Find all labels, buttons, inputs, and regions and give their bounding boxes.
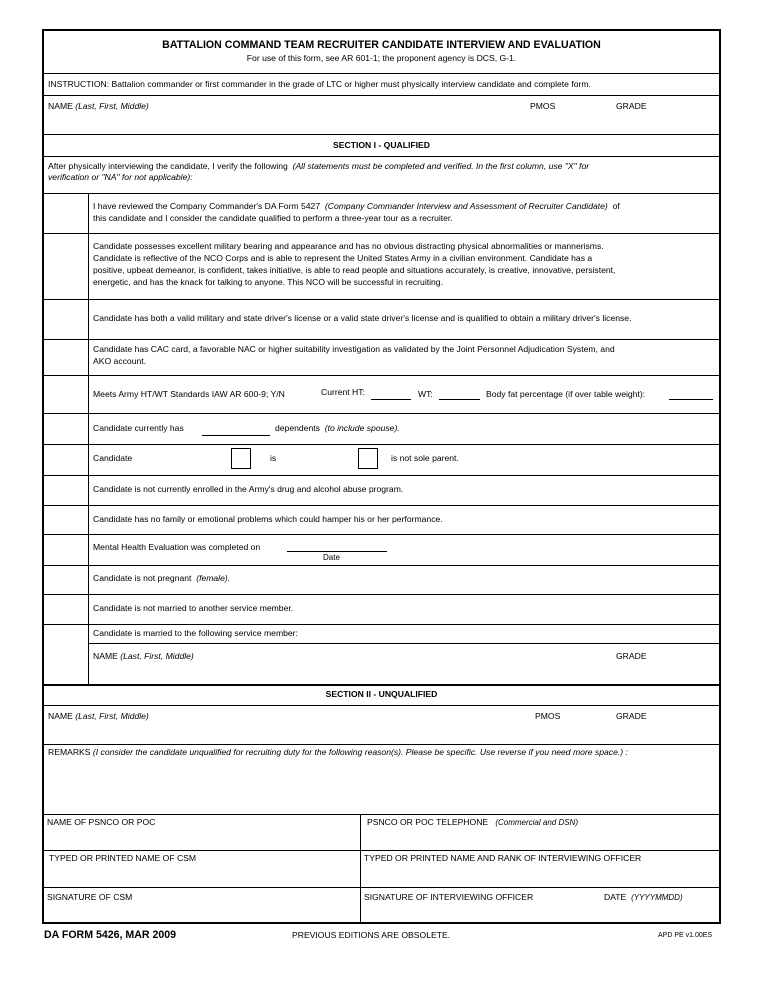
item12-text: Candidate is not married to another service member. bbox=[93, 603, 294, 613]
is-sole-parent-checkbox[interactable] bbox=[231, 448, 251, 469]
verify-cell-10[interactable] bbox=[44, 536, 87, 563]
verify-cell-2[interactable] bbox=[44, 235, 87, 297]
item3-text: Candidate has both a valid military and state driver's license or a valid state driver's license and is qualified to obtain a military driver's license. bbox=[93, 313, 632, 323]
spouse-grade-label: GRADE bbox=[616, 651, 647, 661]
item7-text-a: Candidate bbox=[93, 453, 133, 463]
item11-text: Candidate is not pregnant (female). bbox=[93, 573, 231, 583]
section2-grade-label: GRADE bbox=[616, 711, 647, 721]
name-label: NAME (Last, First, Middle) bbox=[48, 101, 149, 111]
verify-cell-6[interactable] bbox=[44, 415, 87, 442]
spouse-name-label: NAME (Last, First, Middle) bbox=[93, 651, 194, 661]
spouse-name-input[interactable] bbox=[90, 663, 719, 682]
item5-ht-label: Current HT: bbox=[321, 387, 365, 397]
pmos-label: PMOS bbox=[530, 101, 556, 111]
item10-text: Mental Health Evaluation was completed on bbox=[93, 542, 261, 552]
item2-line2: Candidate is reflective of the NCO Corps and is able to represent the United States Army in a civilian environment. Candidate has a bbox=[93, 253, 593, 263]
date-label: DATE (YYYYMMDD) bbox=[604, 892, 683, 902]
psnco-phone-input[interactable] bbox=[362, 829, 719, 848]
verify-cell-13[interactable] bbox=[44, 626, 87, 682]
item2-line3: positive, upbeat demeanor, is confident, takes initiative, is able to read people and situations accurately, is creative, innovative, persistent, bbox=[93, 265, 616, 275]
verify-cell-9[interactable] bbox=[44, 507, 87, 532]
item1-text: I have reviewed the Company Commander's DA Form 5427 (Company Commander Interview and Assessment of Recruiter Candidate) of bbox=[93, 201, 620, 211]
item5-wt-label: WT: bbox=[418, 389, 433, 399]
verify-cell-1[interactable] bbox=[44, 195, 87, 231]
csm-signature-label: SIGNATURE OF CSM bbox=[47, 892, 133, 902]
ht-input[interactable] bbox=[371, 399, 411, 400]
item4-line2: AKO account. bbox=[93, 356, 147, 366]
version-label: APD PE v1.00ES bbox=[658, 932, 713, 939]
form-subtitle: For use of this form, see AR 601-1; the proponent agency is DCS, G-1. bbox=[246, 53, 517, 63]
item13-text: Candidate is married to the following service member: bbox=[93, 628, 298, 638]
section2-name-input[interactable] bbox=[44, 722, 719, 742]
csm-signature-input[interactable] bbox=[44, 904, 358, 922]
item10-date-label: Date bbox=[323, 553, 340, 562]
item2-line1: Candidate possesses excellent military bearing and appearance and has no obvious distracting physical abnormalities or mannerisms. bbox=[93, 241, 604, 251]
is-not-sole-parent-checkbox[interactable] bbox=[358, 448, 378, 469]
psnco-name-input[interactable] bbox=[44, 829, 358, 848]
verify-cell-12[interactable] bbox=[44, 596, 87, 622]
verify-cell-7[interactable] bbox=[44, 446, 87, 473]
verify-cell-8[interactable] bbox=[44, 477, 87, 503]
section1-title: SECTION I - QUALIFIED bbox=[333, 140, 430, 150]
officer-name-label: TYPED OR PRINTED NAME AND RANK OF INTERVIEWING OFFICER bbox=[364, 853, 642, 863]
officer-signature-input[interactable] bbox=[362, 904, 598, 922]
item2-line4: energetic, and has the knack for talking to anyone. This NCO will be successful in recruiting. bbox=[93, 277, 443, 287]
dependents-input[interactable] bbox=[202, 435, 270, 436]
section2-name-label: NAME (Last, First, Middle) bbox=[48, 711, 149, 721]
item7-text-c: is not sole parent. bbox=[391, 453, 459, 463]
item5-text: Meets Army HT/WT Standards IAW AR 600-9; Y/N bbox=[93, 389, 285, 399]
section1-intro: After physically interviewing the candidate, I verify the following (All statements must be completed and verified. In the first column, use "X" for verification or "NA" for not applicable): bbox=[48, 161, 590, 182]
item1-text-2: this candidate and I consider the candidate qualified to perform a three-year tour as a recruiter. bbox=[93, 213, 453, 223]
form-id: DA FORM 5426, MAR 2009 bbox=[44, 929, 177, 941]
remarks-input[interactable] bbox=[44, 760, 719, 812]
remarks-label: REMARKS (I consider the candidate unqualified for recruiting duty for the following reason(s). Please be specific. Use reverse if you need more space.) : bbox=[48, 747, 628, 757]
psnco-phone-label: PSNCO OR POC TELEPHONE (Commercial and DSN) bbox=[367, 817, 578, 827]
csm-name-input[interactable] bbox=[44, 865, 358, 885]
date-input[interactable] bbox=[600, 904, 719, 922]
name-input[interactable] bbox=[44, 112, 719, 132]
bodyfat-input[interactable] bbox=[669, 399, 713, 400]
verify-cell-4[interactable] bbox=[44, 341, 87, 373]
officer-name-input[interactable] bbox=[362, 865, 719, 885]
verify-cell-11[interactable] bbox=[44, 567, 87, 592]
item8-text: Candidate is not currently enrolled in the Army's drug and alcohol abuse program. bbox=[93, 484, 404, 494]
instruction-text: INSTRUCTION: Battalion commander or first commander in the grade of LTC or higher must physically interview candidate and complete form. bbox=[48, 79, 591, 89]
verify-cell-3[interactable] bbox=[44, 301, 87, 337]
grade-label: GRADE bbox=[616, 101, 647, 111]
form-title: BATTALION COMMAND TEAM RECRUITER CANDIDATE INTERVIEW AND EVALUATION bbox=[162, 39, 601, 51]
item6-text-a: Candidate currently has bbox=[93, 423, 184, 433]
section2-pmos-label: PMOS bbox=[535, 711, 561, 721]
item7-text-b: is bbox=[270, 453, 277, 463]
wt-input[interactable] bbox=[439, 399, 480, 400]
item9-text: Candidate has no family or emotional problems which could hamper his or her performance. bbox=[93, 514, 443, 524]
verify-cell-5[interactable] bbox=[44, 377, 87, 411]
officer-signature-label: SIGNATURE OF INTERVIEWING OFFICER bbox=[364, 892, 534, 902]
item4-line1: Candidate has CAC card, a favorable NAC or higher suitability investigation as validated by the Joint Personnel Adjudication System, and bbox=[93, 344, 615, 354]
psnco-name-label: NAME OF PSNCO OR POC bbox=[47, 817, 156, 827]
obsolete-notice: PREVIOUS EDITIONS ARE OBSOLETE. bbox=[292, 930, 451, 940]
item6-text-b: dependents (to include spouse). bbox=[275, 423, 400, 433]
section2-title: SECTION II - UNQUALIFIED bbox=[325, 689, 438, 699]
csm-name-label: TYPED OR PRINTED NAME OF CSM bbox=[49, 853, 197, 863]
item5-bf-label: Body fat percentage (if over table weight): bbox=[486, 389, 646, 399]
